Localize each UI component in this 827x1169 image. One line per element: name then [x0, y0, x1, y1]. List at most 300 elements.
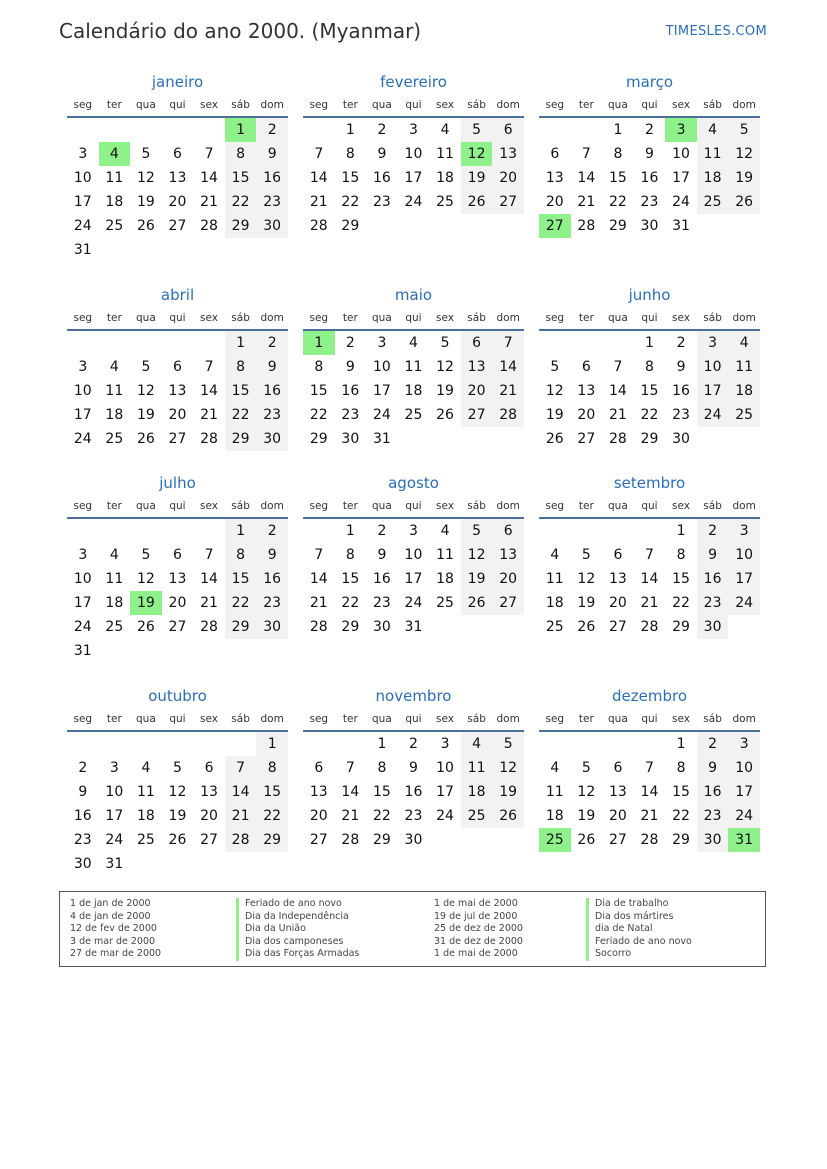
day-cell: 16 — [672, 383, 690, 399]
month-outubro — [67, 684, 288, 876]
day-cell: 21 — [309, 595, 328, 611]
day-cell: 2 — [697, 731, 729, 756]
weekday-header: sáb — [225, 495, 257, 518]
weekday-header: sex — [665, 94, 697, 117]
weekday-header: sáb — [225, 307, 257, 330]
empty-cell — [99, 117, 131, 142]
day-cell: 18 — [545, 808, 564, 824]
day-cell: 29 — [341, 218, 360, 234]
day-cell: 3 — [665, 117, 697, 142]
day-cell: 21 — [200, 407, 218, 423]
day-cell: 15 — [640, 383, 659, 399]
weekday-header: seg — [539, 94, 571, 117]
weekday-header: qua — [602, 708, 634, 731]
brand-link[interactable]: TIMESLES.COM — [665, 24, 767, 39]
weekday-header: sex — [193, 495, 225, 518]
month-table — [539, 307, 760, 451]
day-cell: 2 — [409, 736, 418, 752]
weekday-header: sex — [429, 495, 461, 518]
day-cell: 28 — [640, 832, 659, 848]
day-cell: 2 — [676, 335, 686, 351]
day-cell: 1 — [225, 117, 257, 142]
day-cell: 24 — [728, 804, 760, 828]
day-cell: 22 — [341, 595, 360, 611]
day-cell: 5 — [141, 359, 151, 375]
day-cell: 5 — [440, 335, 450, 351]
day-cell: 28 — [577, 218, 596, 234]
month-table — [67, 307, 288, 451]
day-cell: 19 — [461, 567, 493, 591]
day-cell: 25 — [545, 619, 564, 635]
day-cell: 12 — [728, 142, 760, 166]
day-cell: 29 — [309, 431, 328, 447]
day-cell: 5 — [728, 117, 760, 142]
weekday-header: qui — [162, 307, 194, 330]
day-cell: 9 — [78, 784, 88, 800]
empty-cell — [461, 828, 493, 852]
empty-cell — [256, 238, 288, 262]
legend-holiday-name: Feriado de ano novo — [236, 898, 359, 911]
day-cell: 20 — [309, 808, 328, 824]
day-cell: 22 — [640, 407, 659, 423]
day-cell: 15 — [672, 571, 690, 587]
weekday-header: sex — [193, 94, 225, 117]
day-cell: 2 — [256, 518, 288, 543]
day-cell: 25 — [105, 431, 124, 447]
day-cell: 16 — [341, 383, 360, 399]
weekday-header: seg — [539, 307, 571, 330]
day-cell: 9 — [377, 146, 387, 162]
day-cell: 25 — [105, 619, 124, 635]
day-cell: 6 — [492, 518, 524, 543]
legend-holiday-name: Dia dos camponeses — [236, 936, 359, 949]
day-cell: 8 — [256, 756, 288, 780]
day-cell: 7 — [314, 547, 324, 563]
day-cell: 21 — [608, 407, 627, 423]
day-cell: 31 — [672, 218, 690, 234]
empty-cell — [571, 117, 603, 142]
day-cell: 28 — [608, 431, 627, 447]
day-cell: 26 — [136, 431, 155, 447]
month-junho — [539, 283, 760, 451]
day-cell: 13 — [168, 383, 187, 399]
day-cell: 24 — [73, 218, 92, 234]
day-cell: 24 — [672, 194, 690, 210]
weekday-header: ter — [571, 307, 603, 330]
day-cell: 3 — [78, 359, 88, 375]
day-cell: 3 — [409, 523, 418, 539]
day-cell: 13 — [492, 543, 524, 567]
month-table — [303, 495, 524, 639]
empty-cell — [99, 330, 131, 355]
month-table — [303, 94, 524, 238]
weekday-header: dom — [728, 307, 760, 330]
day-cell: 23 — [341, 407, 360, 423]
day-cell: 28 — [309, 619, 328, 635]
day-cell: 29 — [225, 615, 257, 639]
empty-cell — [571, 518, 603, 543]
day-cell: 10 — [697, 355, 729, 379]
day-cell: 28 — [492, 403, 524, 427]
day-cell: 27 — [608, 832, 627, 848]
empty-cell — [193, 639, 225, 663]
day-cell: 30 — [73, 856, 92, 872]
weekday-header: sáb — [697, 307, 729, 330]
empty-cell — [571, 330, 603, 355]
day-cell: 27 — [309, 832, 328, 848]
month-name: fevereiro — [380, 73, 447, 91]
day-cell: 16 — [697, 567, 729, 591]
day-cell: 25 — [436, 194, 454, 210]
weekday-header: sex — [429, 94, 461, 117]
day-cell: 31 — [73, 643, 92, 659]
day-cell: 15 — [225, 567, 257, 591]
day-cell: 29 — [256, 828, 288, 852]
empty-cell — [728, 214, 760, 238]
day-cell: 6 — [613, 760, 623, 776]
weekday-header: sáb — [225, 708, 257, 731]
empty-cell — [67, 330, 99, 355]
day-cell: 15 — [256, 780, 288, 804]
empty-cell — [193, 330, 225, 355]
day-cell: 17 — [73, 194, 92, 210]
legend-date: 31 de dez de 2000 — [434, 935, 523, 947]
day-cell: 24 — [436, 808, 454, 824]
day-cell: 15 — [309, 383, 328, 399]
day-cell: 18 — [105, 595, 124, 611]
day-cell: 5 — [141, 146, 151, 162]
day-cell: 16 — [73, 808, 92, 824]
empty-cell — [225, 852, 257, 876]
legend-date: 1 de jan de 2000 — [70, 898, 151, 909]
day-cell: 2 — [78, 760, 88, 776]
day-cell: 14 — [200, 383, 218, 399]
day-cell: 19 — [577, 595, 596, 611]
empty-cell — [461, 427, 493, 451]
day-cell: 3 — [78, 146, 88, 162]
month-fevereiro — [303, 70, 524, 238]
day-cell: 13 — [168, 170, 187, 186]
day-cell: 22 — [225, 591, 257, 615]
day-cell: 17 — [728, 567, 760, 591]
day-cell: 7 — [345, 760, 355, 776]
weekday-header: qui — [634, 307, 666, 330]
weekday-header: seg — [303, 495, 335, 518]
legend-date: 25 de dez de 2000 — [434, 923, 523, 935]
legend-date: 1 de mai de 2000 — [434, 948, 518, 960]
day-cell: 5 — [581, 547, 591, 563]
weekday-header: sáb — [697, 495, 729, 518]
day-cell: 25 — [461, 804, 493, 828]
legend-holiday-name: Dia das Forças Armadas — [236, 948, 359, 961]
weekday-header: qua — [602, 495, 634, 518]
day-cell: 8 — [225, 543, 257, 567]
day-cell: 8 — [676, 760, 686, 776]
day-cell: 26 — [728, 190, 760, 214]
month-name: março — [625, 73, 674, 91]
day-cell: 3 — [78, 547, 88, 563]
empty-cell — [398, 214, 430, 238]
day-cell: 3 — [697, 330, 729, 355]
day-cell: 6 — [204, 760, 214, 776]
day-cell: 6 — [461, 330, 493, 355]
day-cell: 28 — [200, 218, 218, 234]
month-name: agosto — [388, 474, 439, 492]
weekday-header: ter — [99, 307, 131, 330]
day-cell: 19 — [728, 166, 760, 190]
day-cell: 19 — [436, 383, 454, 399]
legend-holiday-name: Dia da Independência — [236, 911, 359, 924]
day-cell: 11 — [545, 571, 564, 587]
day-cell: 19 — [545, 407, 564, 423]
weekday-header: seg — [303, 708, 335, 731]
day-cell: 28 — [341, 832, 360, 848]
day-cell: 13 — [577, 383, 596, 399]
month-name: julho — [159, 474, 196, 492]
day-cell: 22 — [225, 403, 257, 427]
day-cell: 27 — [461, 403, 493, 427]
day-cell: 26 — [492, 804, 524, 828]
weekday-header: ter — [335, 708, 367, 731]
day-cell: 25 — [728, 403, 760, 427]
day-cell: 1 — [225, 330, 257, 355]
weekday-header: ter — [571, 94, 603, 117]
empty-cell — [67, 518, 99, 543]
day-cell: 30 — [697, 828, 729, 852]
day-cell: 30 — [404, 832, 423, 848]
empty-cell — [303, 518, 335, 543]
day-cell: 1 — [676, 523, 686, 539]
day-cell: 16 — [640, 170, 659, 186]
month-table — [303, 708, 524, 852]
day-cell: 11 — [697, 142, 729, 166]
day-cell: 15 — [341, 170, 360, 186]
day-cell: 12 — [577, 571, 596, 587]
day-cell: 11 — [545, 784, 564, 800]
day-cell: 2 — [377, 122, 387, 138]
weekday-header: sex — [429, 307, 461, 330]
day-cell: 28 — [200, 431, 218, 447]
weekday-header: qui — [398, 708, 430, 731]
day-cell: 22 — [309, 407, 328, 423]
month-table — [303, 307, 524, 451]
day-cell: 4 — [697, 117, 729, 142]
day-cell: 4 — [550, 760, 560, 776]
weekday-header: qua — [602, 307, 634, 330]
day-cell: 16 — [256, 379, 288, 403]
empty-cell — [634, 731, 666, 756]
weekday-header: seg — [539, 495, 571, 518]
day-cell: 23 — [73, 832, 92, 848]
day-cell: 25 — [697, 190, 729, 214]
empty-cell — [539, 117, 571, 142]
legend-names-col-1 — [236, 898, 359, 961]
legend-dates-col-2 — [434, 898, 523, 961]
day-cell: 17 — [73, 407, 92, 423]
day-cell: 10 — [672, 146, 690, 162]
day-cell: 7 — [225, 756, 257, 780]
empty-cell — [225, 731, 257, 756]
day-cell: 11 — [404, 359, 423, 375]
day-cell: 3 — [377, 335, 387, 351]
day-cell: 1 — [345, 122, 355, 138]
empty-cell — [335, 731, 367, 756]
empty-cell — [539, 731, 571, 756]
day-cell: 4 — [99, 142, 131, 166]
month-name: abril — [160, 286, 195, 304]
day-cell: 14 — [640, 571, 659, 587]
day-cell: 7 — [581, 146, 591, 162]
day-cell: 17 — [728, 780, 760, 804]
weekday-header: sex — [429, 708, 461, 731]
day-cell: 15 — [225, 166, 257, 190]
day-cell: 19 — [577, 808, 596, 824]
weekday-header: qui — [634, 708, 666, 731]
day-cell: 26 — [168, 832, 187, 848]
day-cell: 15 — [225, 379, 257, 403]
day-cell: 27 — [539, 214, 571, 238]
day-cell: 29 — [608, 218, 627, 234]
day-cell: 19 — [130, 591, 162, 615]
day-cell: 2 — [345, 335, 355, 351]
empty-cell — [539, 330, 571, 355]
weekday-header: seg — [67, 307, 99, 330]
day-cell: 7 — [645, 760, 654, 776]
day-cell: 14 — [640, 784, 659, 800]
day-cell: 6 — [173, 547, 182, 563]
weekday-header: ter — [335, 495, 367, 518]
day-cell: 12 — [168, 784, 187, 800]
day-cell: 8 — [314, 359, 324, 375]
day-cell: 26 — [136, 619, 155, 635]
day-cell: 10 — [728, 543, 760, 567]
month-name: maio — [394, 286, 433, 304]
month-name: janeiro — [151, 73, 204, 91]
legend-holiday-name: Socorro — [586, 948, 692, 961]
day-cell: 24 — [728, 591, 760, 615]
day-cell: 31 — [73, 242, 92, 258]
month-agosto — [303, 471, 524, 639]
day-cell: 30 — [256, 427, 288, 451]
day-cell: 17 — [697, 379, 729, 403]
weekday-header: qui — [162, 94, 194, 117]
day-cell: 23 — [697, 804, 729, 828]
day-cell: 19 — [136, 407, 155, 423]
day-cell: 8 — [645, 359, 654, 375]
month-name: novembro — [375, 687, 452, 705]
day-cell: 6 — [550, 146, 560, 162]
day-cell: 24 — [73, 619, 92, 635]
weekday-header: dom — [256, 307, 288, 330]
weekday-header: qua — [366, 94, 398, 117]
weekday-header: dom — [728, 495, 760, 518]
day-cell: 19 — [492, 780, 524, 804]
day-cell: 15 — [341, 571, 360, 587]
empty-cell — [67, 117, 99, 142]
weekday-header: sex — [665, 708, 697, 731]
day-cell: 23 — [256, 190, 288, 214]
day-cell: 5 — [461, 117, 493, 142]
empty-cell — [429, 214, 461, 238]
day-cell: 12 — [136, 170, 155, 186]
day-cell: 8 — [377, 760, 387, 776]
day-cell: 23 — [697, 591, 729, 615]
empty-cell — [492, 615, 524, 639]
weekday-header: qua — [130, 94, 162, 117]
day-cell: 20 — [492, 567, 524, 591]
empty-cell — [539, 518, 571, 543]
day-cell: 24 — [105, 832, 124, 848]
day-cell: 30 — [341, 431, 360, 447]
empty-cell — [398, 427, 430, 451]
day-cell: 8 — [225, 355, 257, 379]
empty-cell — [602, 518, 634, 543]
day-cell: 25 — [539, 828, 571, 852]
weekday-header: dom — [256, 495, 288, 518]
weekday-header: seg — [303, 307, 335, 330]
day-cell: 8 — [676, 547, 686, 563]
month-dezembro — [539, 684, 760, 852]
weekday-header: qui — [162, 708, 194, 731]
day-cell: 14 — [577, 170, 596, 186]
day-cell: 18 — [728, 379, 760, 403]
day-cell: 24 — [73, 431, 92, 447]
day-cell: 3 — [728, 518, 760, 543]
day-cell: 18 — [136, 808, 155, 824]
empty-cell — [130, 117, 162, 142]
weekday-header: dom — [256, 708, 288, 731]
day-cell: 14 — [309, 571, 328, 587]
empty-cell — [225, 238, 257, 262]
empty-cell — [162, 117, 194, 142]
day-cell: 2 — [645, 122, 654, 138]
day-cell: 5 — [141, 547, 151, 563]
day-cell: 28 — [309, 218, 328, 234]
weekday-header: qui — [398, 495, 430, 518]
day-cell: 17 — [436, 784, 454, 800]
day-cell: 11 — [461, 756, 493, 780]
weekday-header: qua — [130, 307, 162, 330]
day-cell: 20 — [168, 407, 187, 423]
day-cell: 19 — [136, 194, 155, 210]
day-cell: 2 — [256, 117, 288, 142]
day-cell: 20 — [492, 166, 524, 190]
day-cell: 17 — [73, 595, 92, 611]
day-cell: 25 — [136, 832, 155, 848]
empty-cell — [728, 427, 760, 451]
day-cell: 15 — [672, 784, 690, 800]
empty-cell — [130, 852, 162, 876]
day-cell: 22 — [608, 194, 627, 210]
day-cell: 13 — [545, 170, 564, 186]
weekday-header: sáb — [225, 94, 257, 117]
day-cell: 29 — [372, 832, 391, 848]
page-title: Calendário do ano 2000. (Myanmar) — [59, 19, 422, 43]
day-cell: 9 — [256, 543, 288, 567]
weekday-header: ter — [99, 495, 131, 518]
day-cell: 18 — [105, 194, 124, 210]
weekday-header: sex — [665, 495, 697, 518]
day-cell: 7 — [314, 146, 324, 162]
day-cell: 9 — [676, 359, 686, 375]
day-cell: 1 — [303, 330, 335, 355]
month-name: setembro — [613, 474, 686, 492]
day-cell: 1 — [676, 736, 686, 752]
day-cell: 12 — [136, 571, 155, 587]
empty-cell — [571, 731, 603, 756]
day-cell: 5 — [173, 760, 182, 776]
day-cell: 27 — [168, 218, 187, 234]
